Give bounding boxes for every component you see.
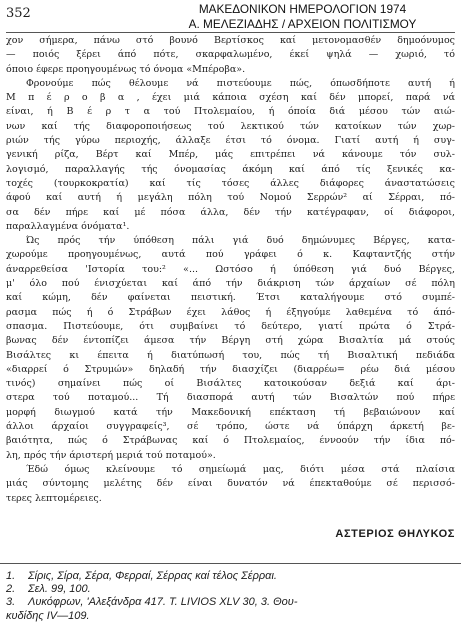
body-line: άφού καί αυτή ή μεγάλη πόλη τού Νομού Σερρών² αί Σέρραι, πό- [6,192,455,204]
header-rule [6,32,455,33]
body-line: σα δέν πήρε καί μέ πόσα άλλα, δέν τήν κατέγραφαν, οί διάφοροι, [6,206,455,218]
body-line: καί κώμη, δέν φαίνεται πειστική. Έτσι καταλήγουμε στό συμπέ- [6,292,455,304]
body-line: ριών τής γύρω περιοχής, άλλαξε έτσι τό όνομα. Γιατί αυτή ή συγ- [6,135,455,147]
body-line: μιάς σύντομης μελέτης δέν είναι δυνατόν νά έπεκταθούμε σέ περισσό- [6,478,455,490]
footnote-number: 3. [6,596,16,609]
running-title [150,2,455,31]
body-line: νων καί τής διαφοροποιήσεως τού λεκτικού τών κατοίκων τών χωρ- [6,120,455,132]
body-line: τινός) σημαίνει πώς οί Βισάλτες κατοικούσαν δεξιά καί άρι- [6,378,455,390]
body-line: Βισάλτες κι έπειτα ή διατύπωσή του, πώς τή Βισαλτική πεδιάδα [6,349,455,361]
body-line: μορφή διωγμού κατά τήν Μακεδονική επέκταση τή βεβαιώνουν καί [6,406,455,418]
body-line: στερα τού ποταμού... Τή διασπορά αυτή τών Βισαλτών πού πήρε [6,392,455,404]
body-line: βωνας δέν έντοπίζει άμεσα τήν Βέργη στή χώρα Βισαλτία μά στούς [6,335,455,347]
body-line: μ' όλο πού ένισχύεται καί άπό τήν διάκριση τών άρχαίων σέ πόλη [6,278,455,290]
body-line: άναρρεθείσα 'Ιστορία του:² «... Ωστόσο ή ύπόθεση γιά δυό Βέργες, [6,263,455,275]
body-line: όποιο έφερε προηγουμένως τό όνομα «Μπέροβα». [6,63,246,75]
body-line: — ποιός ξέρει άπό πότε, σκαρφαλωμένο, έκεί ψηλά — χωριό, τό [6,49,455,61]
body-line: γενική ρίζα, Βέρτ καί Μπέρ, μάς επιτρέπει νά κάνουμε τόν συλ- [6,149,455,161]
body-line: Μ π έ ρ ο β α , έχει μιά κάποια σχέση καί δέν μπορεί, παρά νά [6,92,455,104]
body-line: βαιότητα, πώς ό Στράβωνας καί ό Πτολεμαίος, έννοούν τήν ίδια πό- [6,435,455,447]
footnote-number: 2. [6,583,16,596]
footnote-continuation: κυδίδης IV—109. [6,609,90,622]
footnote-text: Σελ. 99, 100. [28,583,91,596]
running-title-line-2: Α. ΜΕΛΕΖΙΑΔΗΣ / ΑΡΧΕΙΟΝ ΠΟΛΙΤΙΣΜΟΥ [188,16,417,31]
body-line: άλλοι άρχαίοι συγγραφείς³, σέ τρόπο, ώστε νά ύπάρχη άρκετή βε- [6,421,455,433]
body-line: σπασμα. Πιστεύουμε, ότι συμβαίνει τό δεύτερο, γιατί πρώτα ό Στρά- [6,320,455,332]
body-line: «διαρρεί ό Στρυμών» δηλαδή τήν διασχίζει (διαρρέω= ρέω διά μέσου [6,363,455,375]
author-signature: ΑΣΤΕΡΙΟΣ ΘΗΛΥΚΟΣ [335,528,455,540]
body-line: παραλλαγμένα όνόματα¹. [6,220,130,232]
body-line: τοχές (τουρκοκρατία) καί τίς τόσες άλλες διάφορες άναστατώσεις [6,177,455,189]
body-line: λογισμό, παραλλαγής τής όνομασίας άκόμη καί άπό τίς ξενικές κα- [6,163,455,175]
body-line: είναι, ή Β έ ρ τ α τού Πτολεμαίου, ή όποία διά μέσου τών αιώ- [6,106,455,118]
footnotes [6,570,455,623]
footnote [6,596,455,609]
body-line: τερες λεπτομέρειες. [6,492,102,504]
footnote [6,583,455,596]
body-line: Ώς πρός τήν ύπόθεση πάλι γιά δυό δημώνυμες Βέργες, κατα- [26,235,455,247]
article-body [6,34,455,506]
body-line: Φρονούμε πώς θέλουμε νά πιστεύουμε πώς, όπωσδήποτε αυτή ή [26,77,455,89]
footnote [6,570,455,583]
running-title-line-1: ΜΑΚΕΔΟΝΙΚΟΝ ΗΜΕΡΟΛΟΓΙΟΝ 1974 [198,2,407,16]
body-line: χωρούμε προηγουμένως, αυτά πού γράφει ό κ. Καφταντζής στήν [6,249,455,261]
page-number: 352 [6,6,31,21]
body-line: Έδώ όμως κλείνουμε τό σημείωμά μας, διότι μέσα στά πλαίσια [26,463,455,475]
body-line: χον σήμερα, πάνω στό βουνό Βερτίσκος καί μετονομασθέν δημοόνυμος [6,35,455,46]
footnote-text: Λυκόφρων, 'Αλεξάνδρα 417. T. LIVIOS XLV 30, 3. Θου- [28,596,298,609]
footnote-rule [0,563,461,564]
body-line: ρασμα πώς ή ό Στράβων έχει λάθος ή έξηγούμε λαθεμένα τό άπό- [6,306,455,318]
footnote-text: Σίρις, Σίρα, Σέρα, Φερραί, Σέρρας καί τέλος Σέρραι. [28,570,277,582]
footnote-number: 1. [6,570,16,582]
body-line: λη, πρός τήν άριστερή μεριά τού ποταμού». [6,449,216,461]
